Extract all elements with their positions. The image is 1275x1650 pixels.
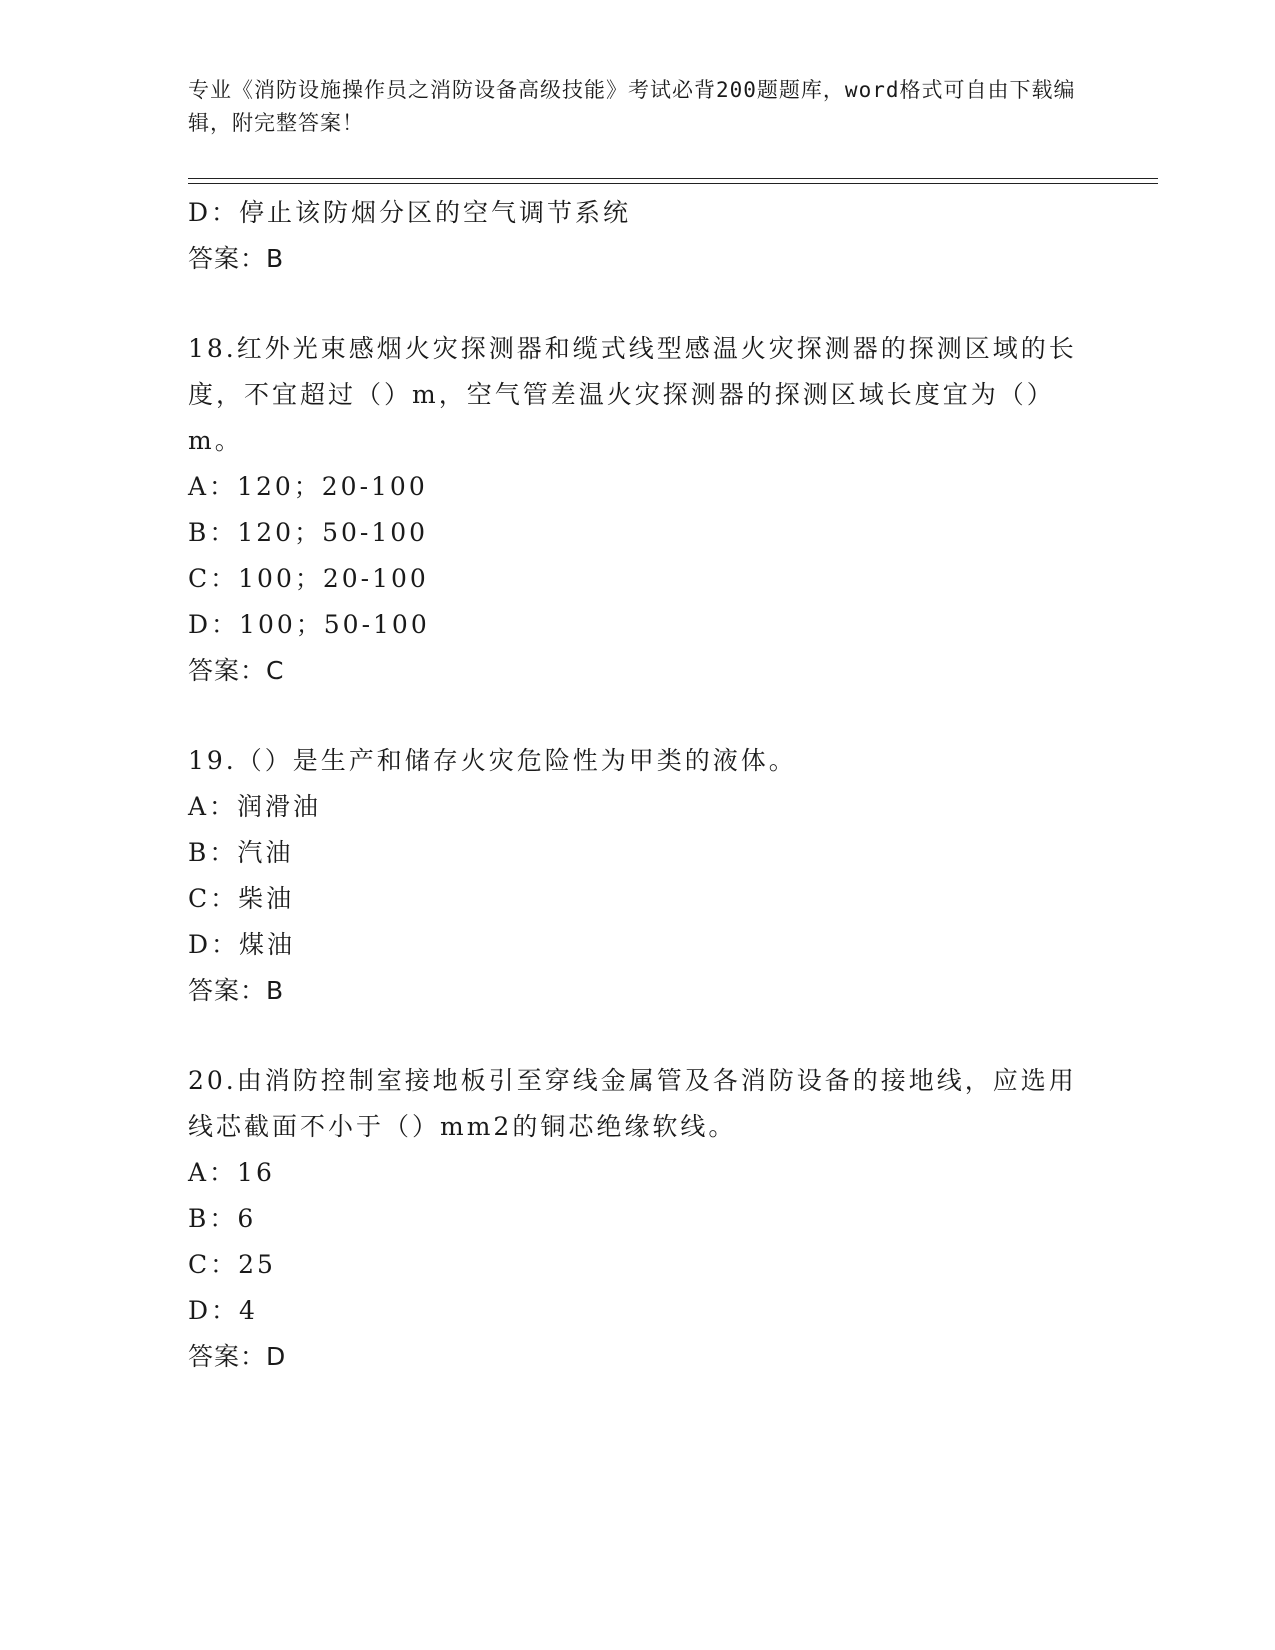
header-divider-top — [188, 178, 1158, 179]
question-20 — [188, 1058, 1088, 1380]
question-stem: 18.红外光束感烟火灾探测器和缆式线型感温火灾探测器的探测区域的长度，不宜超过（）m，空气管差温火灾探测器的探测区域长度宜为（）m。 — [188, 334, 1077, 455]
answer-line: 答案：C — [188, 656, 285, 685]
question-stem: 19.（）是生产和储存火灾危险性为甲类的液体。 — [188, 746, 797, 775]
spacer — [188, 694, 1088, 738]
header-divider-bottom — [188, 183, 1158, 184]
option-c: C：25 — [188, 1250, 276, 1279]
answer-line: 答案：D — [188, 1342, 287, 1371]
document-header: 专业《消防设施操作员之消防设备高级技能》考试必背200题题库，word格式可自由下载编辑，附完整答案！ — [188, 78, 1076, 135]
question-19 — [188, 738, 1088, 1014]
option-d: D：100；50-100 — [188, 610, 430, 639]
option-a: A：120；20-100 — [188, 472, 428, 501]
answer-line: 答案：B — [188, 976, 285, 1005]
option-d: D：煤油 — [188, 930, 296, 959]
option-b: B：6 — [188, 1204, 257, 1233]
option-d: D：4 — [188, 1296, 258, 1325]
question-18 — [188, 326, 1088, 694]
spacer — [188, 1014, 1088, 1058]
question-stem: 20.由消防控制室接地板引至穿线金属管及各消防设备的接地线，应选用线芯截面不小于（）mm2的铜芯绝缘软线。 — [188, 1066, 1077, 1141]
option-c: C：柴油 — [188, 884, 295, 913]
question-list — [188, 190, 1088, 1380]
option-c: C：100；20-100 — [188, 564, 429, 593]
option-b: B：汽油 — [188, 838, 294, 867]
option-a: A：16 — [188, 1158, 275, 1187]
option-b: B：120；50-100 — [188, 518, 429, 547]
option-a: A：润滑油 — [188, 792, 322, 821]
spacer — [188, 282, 1088, 326]
answer-line: 答案：B — [188, 244, 285, 273]
option-d: D：停止该防烟分区的空气调节系统 — [188, 198, 632, 227]
